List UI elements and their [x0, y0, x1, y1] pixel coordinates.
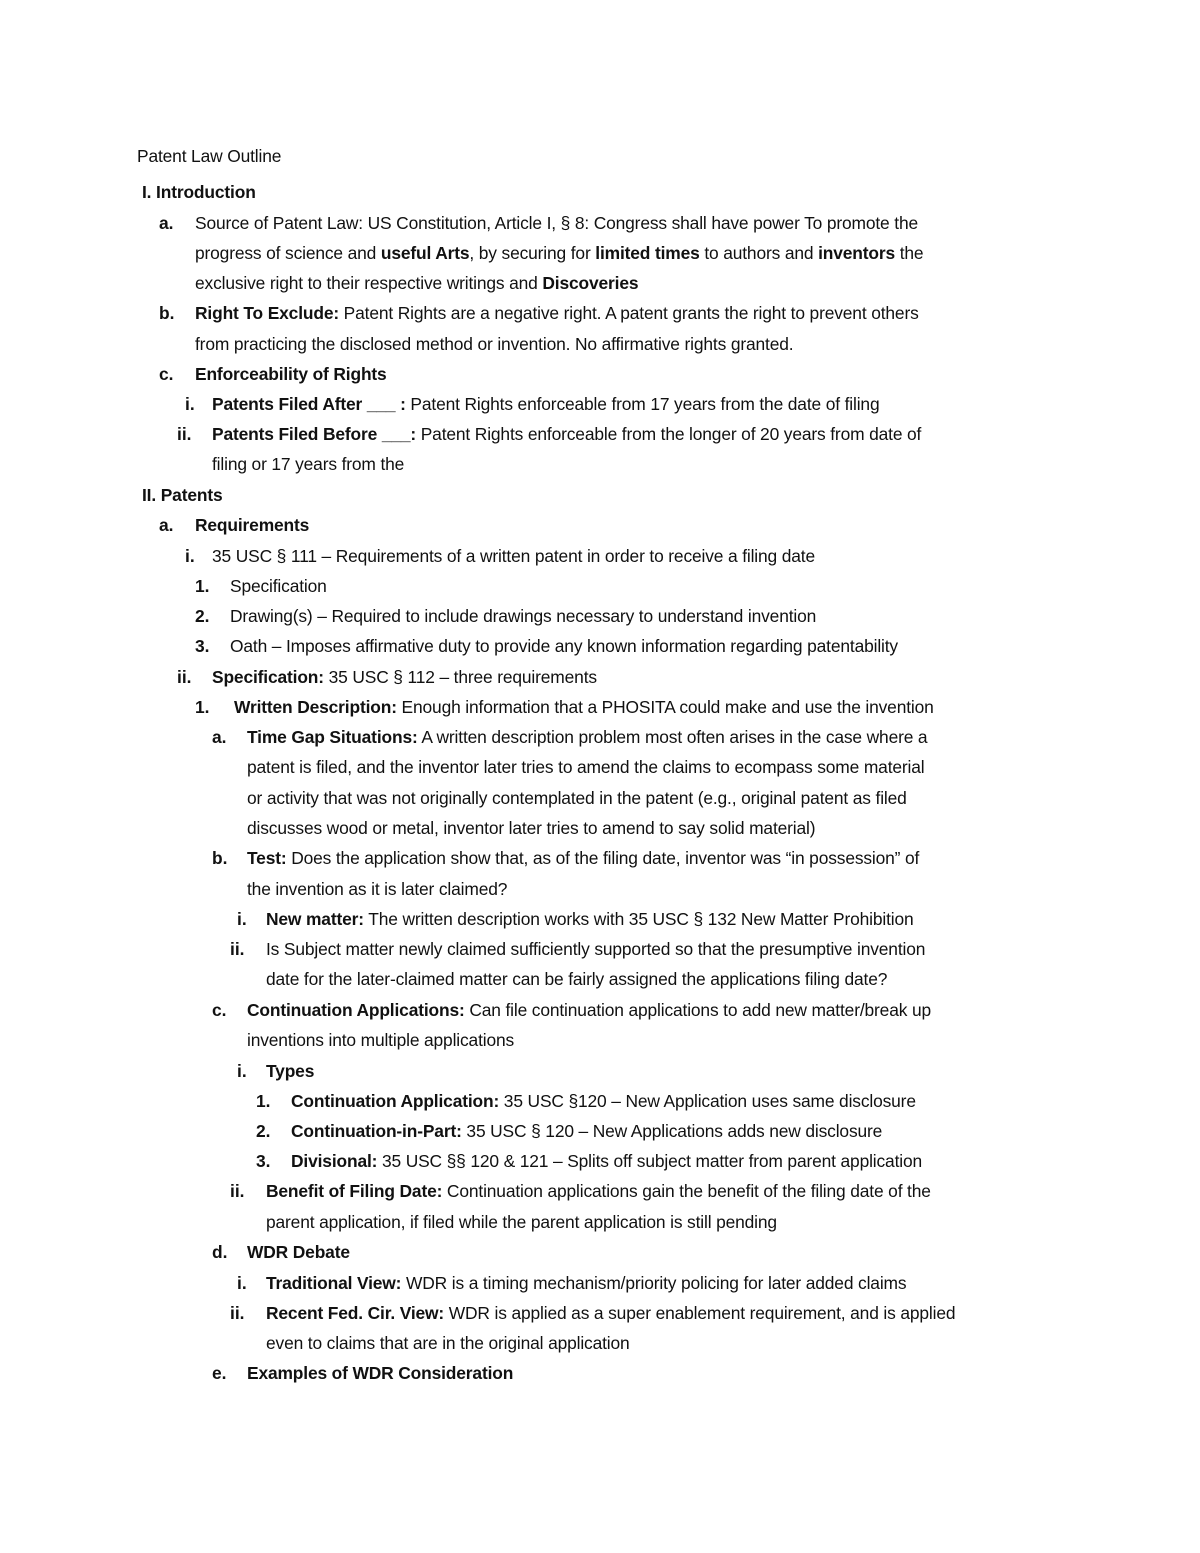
list-marker: d.: [212, 1242, 228, 1262]
text-run: WDR is a timing mechanism/priority policing for later added claims: [401, 1273, 907, 1293]
text-run: exclusive right to their respective writings and: [195, 273, 543, 293]
outline-line: [247, 722, 927, 752]
text-run: Can file continuation applications to add new matter/break up: [464, 1000, 931, 1020]
bold-text-run: Recent Fed. Cir. View:: [266, 1303, 445, 1323]
list-marker: i.: [237, 909, 247, 929]
text-run: 35 USC §§ 120 & 121 – Splits off subject matter from parent application: [377, 1151, 923, 1171]
text-run: progress of science and: [195, 243, 381, 263]
outline-line: [247, 783, 907, 813]
outline-line: [212, 662, 597, 692]
text-run: Enough information that a PHOSITA could make and use the invention: [396, 697, 934, 717]
text-run: 35 USC § 112 – three requirements: [323, 667, 597, 687]
text-run: date for the later-claimed matter can be fairly assigned the applications filing date?: [266, 969, 888, 989]
text-run: Is Subject matter newly claimed sufficiently supported so that the presumptive invention: [266, 939, 926, 959]
outline-line: [212, 419, 921, 449]
outline-line: [247, 1237, 350, 1267]
bold-text-run: Types: [266, 1061, 315, 1081]
outline-line: [247, 874, 507, 904]
text-run: from practicing the disclosed method or invention. No affirmative rights granted.: [195, 334, 794, 354]
bold-text-run: Continuation Applications:: [247, 1000, 465, 1020]
outline-line: [234, 692, 934, 722]
bold-text-run: Written Description:: [234, 697, 397, 717]
list-marker: i.: [237, 1061, 247, 1081]
text-run: parent application, if filed while the parent application is still pending: [266, 1212, 777, 1232]
list-marker: b.: [212, 848, 228, 868]
outline-line: [195, 298, 919, 328]
text-run: 35 USC § 120 – New Applications adds new disclosure: [461, 1121, 883, 1141]
text-run: the: [895, 243, 924, 263]
bold-text-run: Traditional View:: [266, 1273, 402, 1293]
list-marker: ii.: [177, 667, 192, 687]
text-run: Continuation applications gain the benefit of the filing date of the: [442, 1181, 931, 1201]
outline-line: [291, 1116, 882, 1146]
text-run: inventions into multiple applications: [247, 1030, 515, 1050]
outline-line: [247, 843, 919, 873]
bold-text-run: II. Patents: [142, 485, 223, 505]
list-marker: ii.: [230, 939, 245, 959]
bold-text-run: Discoveries: [542, 273, 639, 293]
text-run: A written description problem most often arises in the case where a: [417, 727, 928, 747]
outline-line: [247, 1358, 513, 1388]
text-run: Patent Rights enforceable from 17 years from the date of filing: [405, 394, 880, 414]
text-run: Does the application show that, as of the filing date, inventor was “in possession” of: [286, 848, 920, 868]
text-run: WDR is applied as a super enablement requirement, and is applied: [444, 1303, 956, 1323]
outline-line: [195, 329, 793, 359]
bold-text-run: Right To Exclude:: [195, 303, 339, 323]
bold-text-run: WDR Debate: [247, 1242, 350, 1262]
outline-line: [266, 1268, 906, 1298]
outline-line: [195, 268, 638, 298]
outline-line: [247, 995, 931, 1025]
outline-line: [266, 934, 925, 964]
list-marker: c.: [159, 364, 174, 384]
text-run: Patent Rights are a negative right. A patent grants the right to prevent others: [338, 303, 919, 323]
outline-line: [266, 1328, 630, 1358]
text-run: Specification: [230, 576, 327, 596]
outline-line: [266, 1176, 931, 1206]
outline-line: [230, 631, 898, 661]
outline-line: [212, 389, 879, 419]
bold-text-run: limited times: [595, 243, 700, 263]
outline-line: [212, 541, 815, 571]
bold-text-run: Enforceability of Rights: [195, 364, 387, 384]
list-marker: 1.: [256, 1091, 271, 1111]
bold-text-run: Patents Filed After ___ :: [212, 394, 406, 414]
list-marker: a.: [159, 515, 174, 535]
text-run: even to claims that are in the original application: [266, 1333, 630, 1353]
list-marker: a.: [212, 727, 227, 747]
outline-line: [195, 359, 387, 389]
list-marker: e.: [212, 1363, 227, 1383]
list-marker: ii.: [177, 424, 192, 444]
bold-text-run: inventors: [818, 243, 896, 263]
text-run: or activity that was not originally contemplated in the patent (e.g., original patent as filed: [247, 788, 907, 808]
outline-line: [247, 813, 815, 843]
list-marker: 3.: [256, 1151, 271, 1171]
text-run: to authors and: [699, 243, 819, 263]
outline-line: [247, 752, 924, 782]
outline-line: [142, 480, 223, 510]
bold-text-run: New matter:: [266, 909, 364, 929]
bold-text-run: Benefit of Filing Date:: [266, 1181, 443, 1201]
bold-text-run: Test:: [247, 848, 287, 868]
outline-line: [195, 510, 309, 540]
list-marker: ii.: [230, 1303, 245, 1323]
document-title: Patent Law Outline: [137, 146, 282, 166]
outline-line: [266, 1298, 955, 1328]
bold-text-run: Continuation Application:: [291, 1091, 500, 1111]
list-marker: b.: [159, 303, 175, 323]
list-marker: i.: [185, 394, 195, 414]
text-run: filing or 17 years from the: [212, 454, 405, 474]
outline-line: [142, 177, 256, 207]
text-run: 35 USC § 111 – Requirements of a written patent in order to receive a filing date: [212, 546, 815, 566]
outline-line: [195, 238, 923, 268]
outline-line: [291, 1146, 922, 1176]
list-marker: i.: [237, 1273, 247, 1293]
outline-line: [266, 1056, 314, 1086]
list-marker: a.: [159, 213, 174, 233]
bold-text-run: Divisional:: [291, 1151, 378, 1171]
bold-text-run: Continuation-in-Part:: [291, 1121, 462, 1141]
text-run: Drawing(s) – Required to include drawings necessary to understand invention: [230, 606, 817, 626]
outline-line: [266, 964, 887, 994]
bold-text-run: Specification:: [212, 667, 324, 687]
outline-line: [212, 449, 404, 479]
text-run: The written description works with 35 USC § 132 New Matter Prohibition: [363, 909, 914, 929]
outline-line: [291, 1086, 916, 1116]
bold-text-run: I. Introduction: [142, 182, 256, 202]
outline-line: [266, 1207, 777, 1237]
list-marker: c.: [212, 1000, 227, 1020]
outline-line: [247, 1025, 514, 1055]
text-run: 35 USC §120 – New Application uses same disclosure: [499, 1091, 916, 1111]
list-marker: i.: [185, 546, 195, 566]
bold-text-run: Time Gap Situations:: [247, 727, 418, 747]
outline-line: [230, 571, 327, 601]
text-run: Source of Patent Law: US Constitution, Article I, § 8: Congress shall have power To promote the: [195, 213, 918, 233]
text-run: patent is filed, and the inventor later tries to amend the claims to ecompass some material: [247, 757, 925, 777]
text-run: , by securing for: [469, 243, 596, 263]
list-marker: 1.: [195, 697, 210, 717]
outline-line: [266, 904, 914, 934]
text-run: Oath – Imposes affirmative duty to provide any known information regarding patentability: [230, 636, 898, 656]
bold-text-run: Patents Filed Before ___:: [212, 424, 417, 444]
bold-text-run: Requirements: [195, 515, 310, 535]
outline-line: [195, 208, 918, 238]
list-marker: 2.: [256, 1121, 271, 1141]
bold-text-run: useful Arts: [380, 243, 470, 263]
text-run: Patent Rights enforceable from the longer of 20 years from date of: [416, 424, 922, 444]
list-marker: 1.: [195, 576, 210, 596]
list-marker: 3.: [195, 636, 210, 656]
bold-text-run: Examples of WDR Consideration: [247, 1363, 514, 1383]
text-run: the invention as it is later claimed?: [247, 879, 508, 899]
list-marker: 2.: [195, 606, 210, 626]
list-marker: ii.: [230, 1181, 245, 1201]
outline-line: [230, 601, 816, 631]
text-run: discusses wood or metal, inventor later tries to amend to say solid material): [247, 818, 816, 838]
